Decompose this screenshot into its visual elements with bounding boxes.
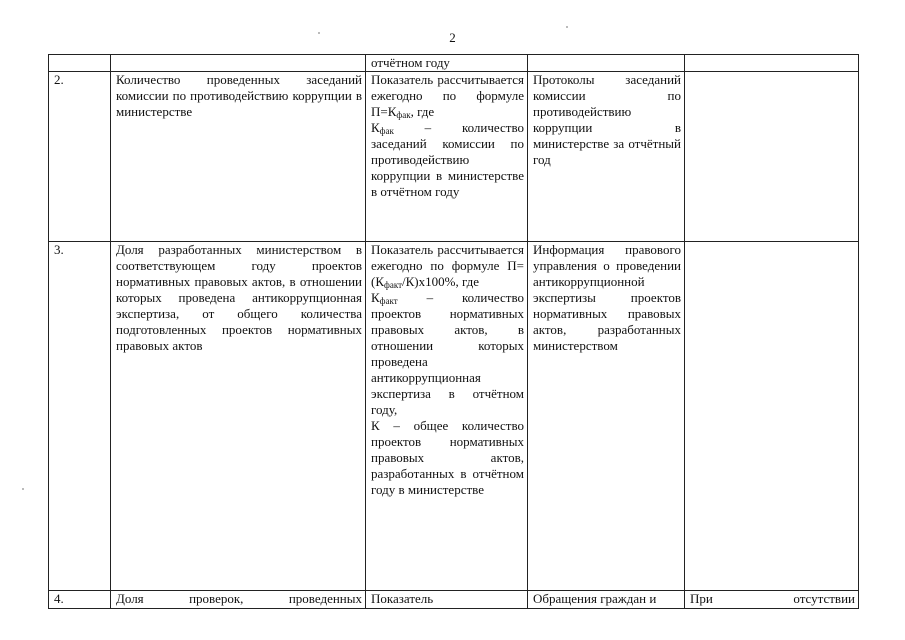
indicator-cell: Доля разработанных министерством в соответствующем году проектов нормативных правовых актов, в отношении которых проведена антикоррупционная экспертиза, от общего количества подготовленных проектов нормативных правовых актов [111, 242, 366, 591]
row-number: 3. [49, 242, 111, 591]
source-cell: Информация правового управления о проведении антикоррупционной экспертизы проектов нормативных правовых актов, разработанных министерством [528, 242, 685, 591]
table-row [49, 72, 859, 242]
table-row [49, 55, 859, 72]
scan-speck [22, 488, 24, 490]
indicators-table [48, 54, 859, 609]
table-row [49, 591, 859, 609]
method-cell [366, 242, 528, 591]
source-cell [528, 55, 685, 72]
note-cell [685, 72, 859, 242]
formula: $П=(К_{факт}/К)х100\%$, где [371, 258, 525, 290]
scan-speck [318, 32, 320, 34]
variable-definition: $К_{фак}$ – количество заседаний комиссии по противодействию коррупции в министерстве в отчётном году [371, 120, 524, 199]
indicator-cell [111, 55, 366, 72]
method-cell [366, 72, 528, 242]
page-number: 2 [449, 30, 456, 45]
method-cell: отчётном году [366, 55, 528, 72]
method-intro: Показатель рассчитывается ежегодно по формуле [371, 72, 524, 103]
indicator-cell: Доля проверок, проведенных [111, 591, 366, 609]
note-cell [685, 242, 859, 591]
row-number: 2. [49, 72, 111, 242]
source-cell: Протоколы заседаний комиссии по противодействию коррупции в министерстве за отчётный год [528, 72, 685, 242]
formula: $П=К_{фак}$, где [371, 104, 435, 120]
method-cell: Показатель [366, 591, 528, 609]
scan-speck [566, 26, 568, 28]
note-cell [685, 55, 859, 72]
source-cell: Обращения граждан и [528, 591, 685, 609]
note-cell: При отсутствии [685, 591, 859, 609]
row-number: 4. [49, 591, 111, 609]
row-number [49, 55, 111, 72]
variable-definition: $К_{факт}$ – количество проектов нормативных правовых актов, в отношении которых проведена антикоррупционная экспертиза в отчётном году, [371, 290, 524, 417]
method-intro: Показатель рассчитывается ежегодно по формуле [371, 242, 524, 273]
variable-definition: К – общее количество проектов нормативных правовых актов, разработанных в отчётном году в министерстве [371, 418, 524, 497]
table-row [49, 242, 859, 591]
indicator-cell: Количество проведенных заседаний комиссии по противодействию коррупции в министерстве [111, 72, 366, 242]
